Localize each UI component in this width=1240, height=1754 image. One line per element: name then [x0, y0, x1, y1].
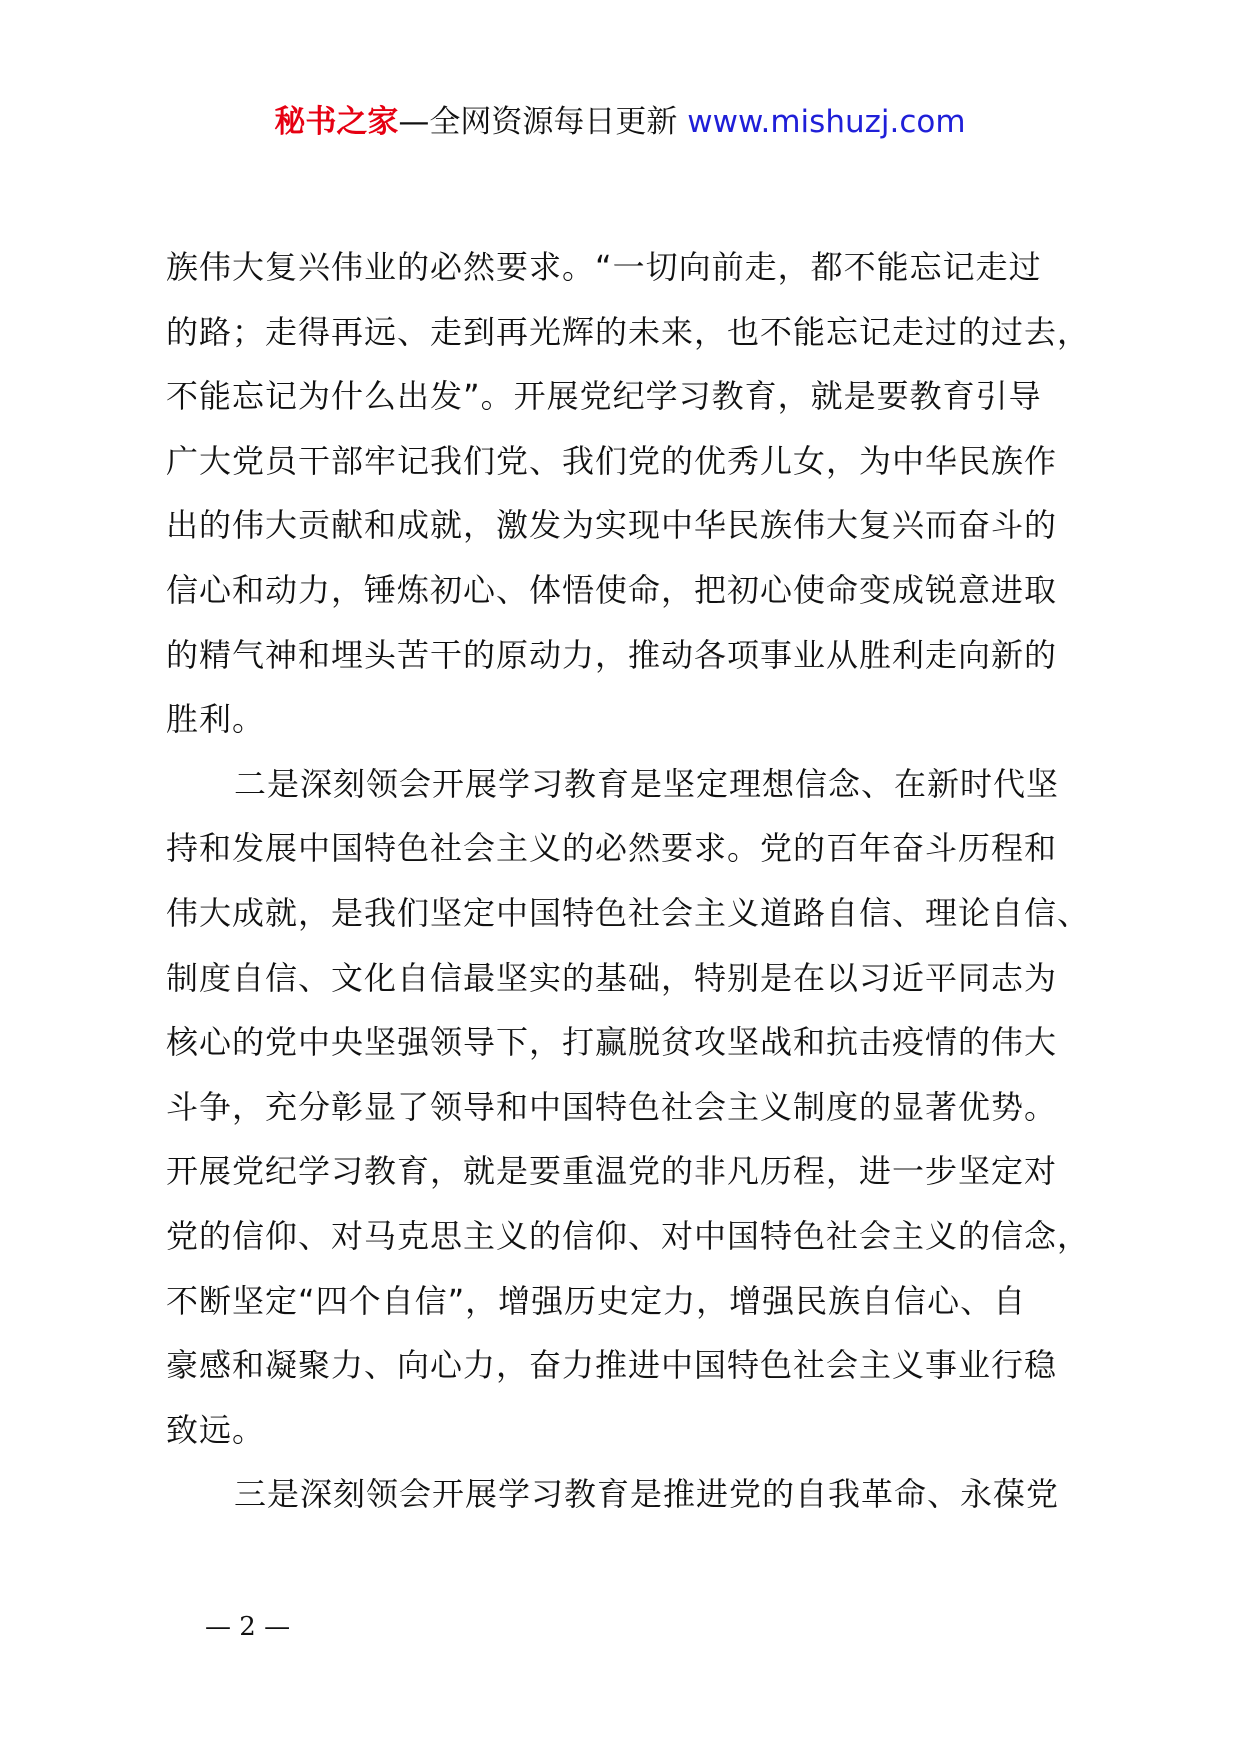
paragraph-line: 出的伟大贡献和成就，激发为实现中华民族伟大复兴而奋斗的 [166, 506, 1058, 545]
paragraph-1 [166, 235, 1126, 752]
paragraph-line: 二是深刻领会开展学习教育是坚定理想信念、在新时代坚 [234, 764, 1060, 803]
paragraph-line: 的精气神和埋头苦干的原动力，推动各项事业从胜利走向新的 [166, 635, 1058, 674]
paragraph-line: 的路；走得再远、走到再光辉的未来，也不能忘记走过的过去， [166, 312, 1091, 351]
paragraph-line: 不断坚定“四个自信”，增强历史定力，增强民族自信心、自 [166, 1281, 1027, 1320]
paragraph-line: 广大党员干部牢记我们党、我们党的优秀儿女，为中华民族作 [166, 441, 1058, 480]
paragraph-line: 制度自信、文化自信最坚实的基础，特别是在以习近平同志为 [166, 958, 1058, 997]
paragraph-line: 党的信仰、对马克思主义的信仰、对中国特色社会主义的信念， [166, 1216, 1091, 1255]
page-number: — 2 — [205, 1612, 291, 1642]
paragraph-line: 致远。 [166, 1410, 266, 1449]
paragraph-3 [166, 1462, 1126, 1527]
document-body [166, 235, 1126, 1527]
brand-name: 秘书之家 [274, 104, 399, 140]
paragraph-line: 三是深刻领会开展学习教育是推进党的自我革命、永葆党 [234, 1475, 1060, 1514]
header-tagline: —全网资源每日更新 [398, 104, 678, 140]
paragraph-line: 持和发展中国特色社会主义的必然要求。党的百年奋斗历程和 [166, 829, 1058, 868]
paragraph-line: 开展党纪学习教育，就是要重温党的非凡历程，进一步坚定对 [166, 1152, 1058, 1191]
paragraph-line: 信心和动力，锤炼初心、体悟使命，把初心使命变成锐意进取 [166, 570, 1058, 609]
paragraph-line: 斗争，充分彰显了领导和中国特色社会主义制度的显著优势。 [166, 1087, 1058, 1126]
site-header [0, 100, 1240, 144]
paragraph-line: 豪感和凝聚力、向心力，奋力推进中国特色社会主义事业行稳 [166, 1346, 1058, 1385]
paragraph-2 [166, 752, 1126, 1463]
paragraph-line: 族伟大复兴伟业的必然要求。“一切向前走，都不能忘记走过 [166, 248, 1042, 286]
paragraph-line: 伟大成就，是我们坚定中国特色社会主义道路自信、理论自信、 [166, 893, 1091, 932]
paragraph-line: 胜利。 [166, 700, 266, 739]
paragraph-line: 核心的党中央坚强领导下，打赢脱贫攻坚战和抗击疫情的伟大 [166, 1023, 1058, 1062]
site-url-link[interactable]: www.mishuzj.com [687, 104, 966, 140]
paragraph-line: 不能忘记为什么出发”。开展党纪学习教育，就是要教育引导 [166, 377, 1042, 416]
